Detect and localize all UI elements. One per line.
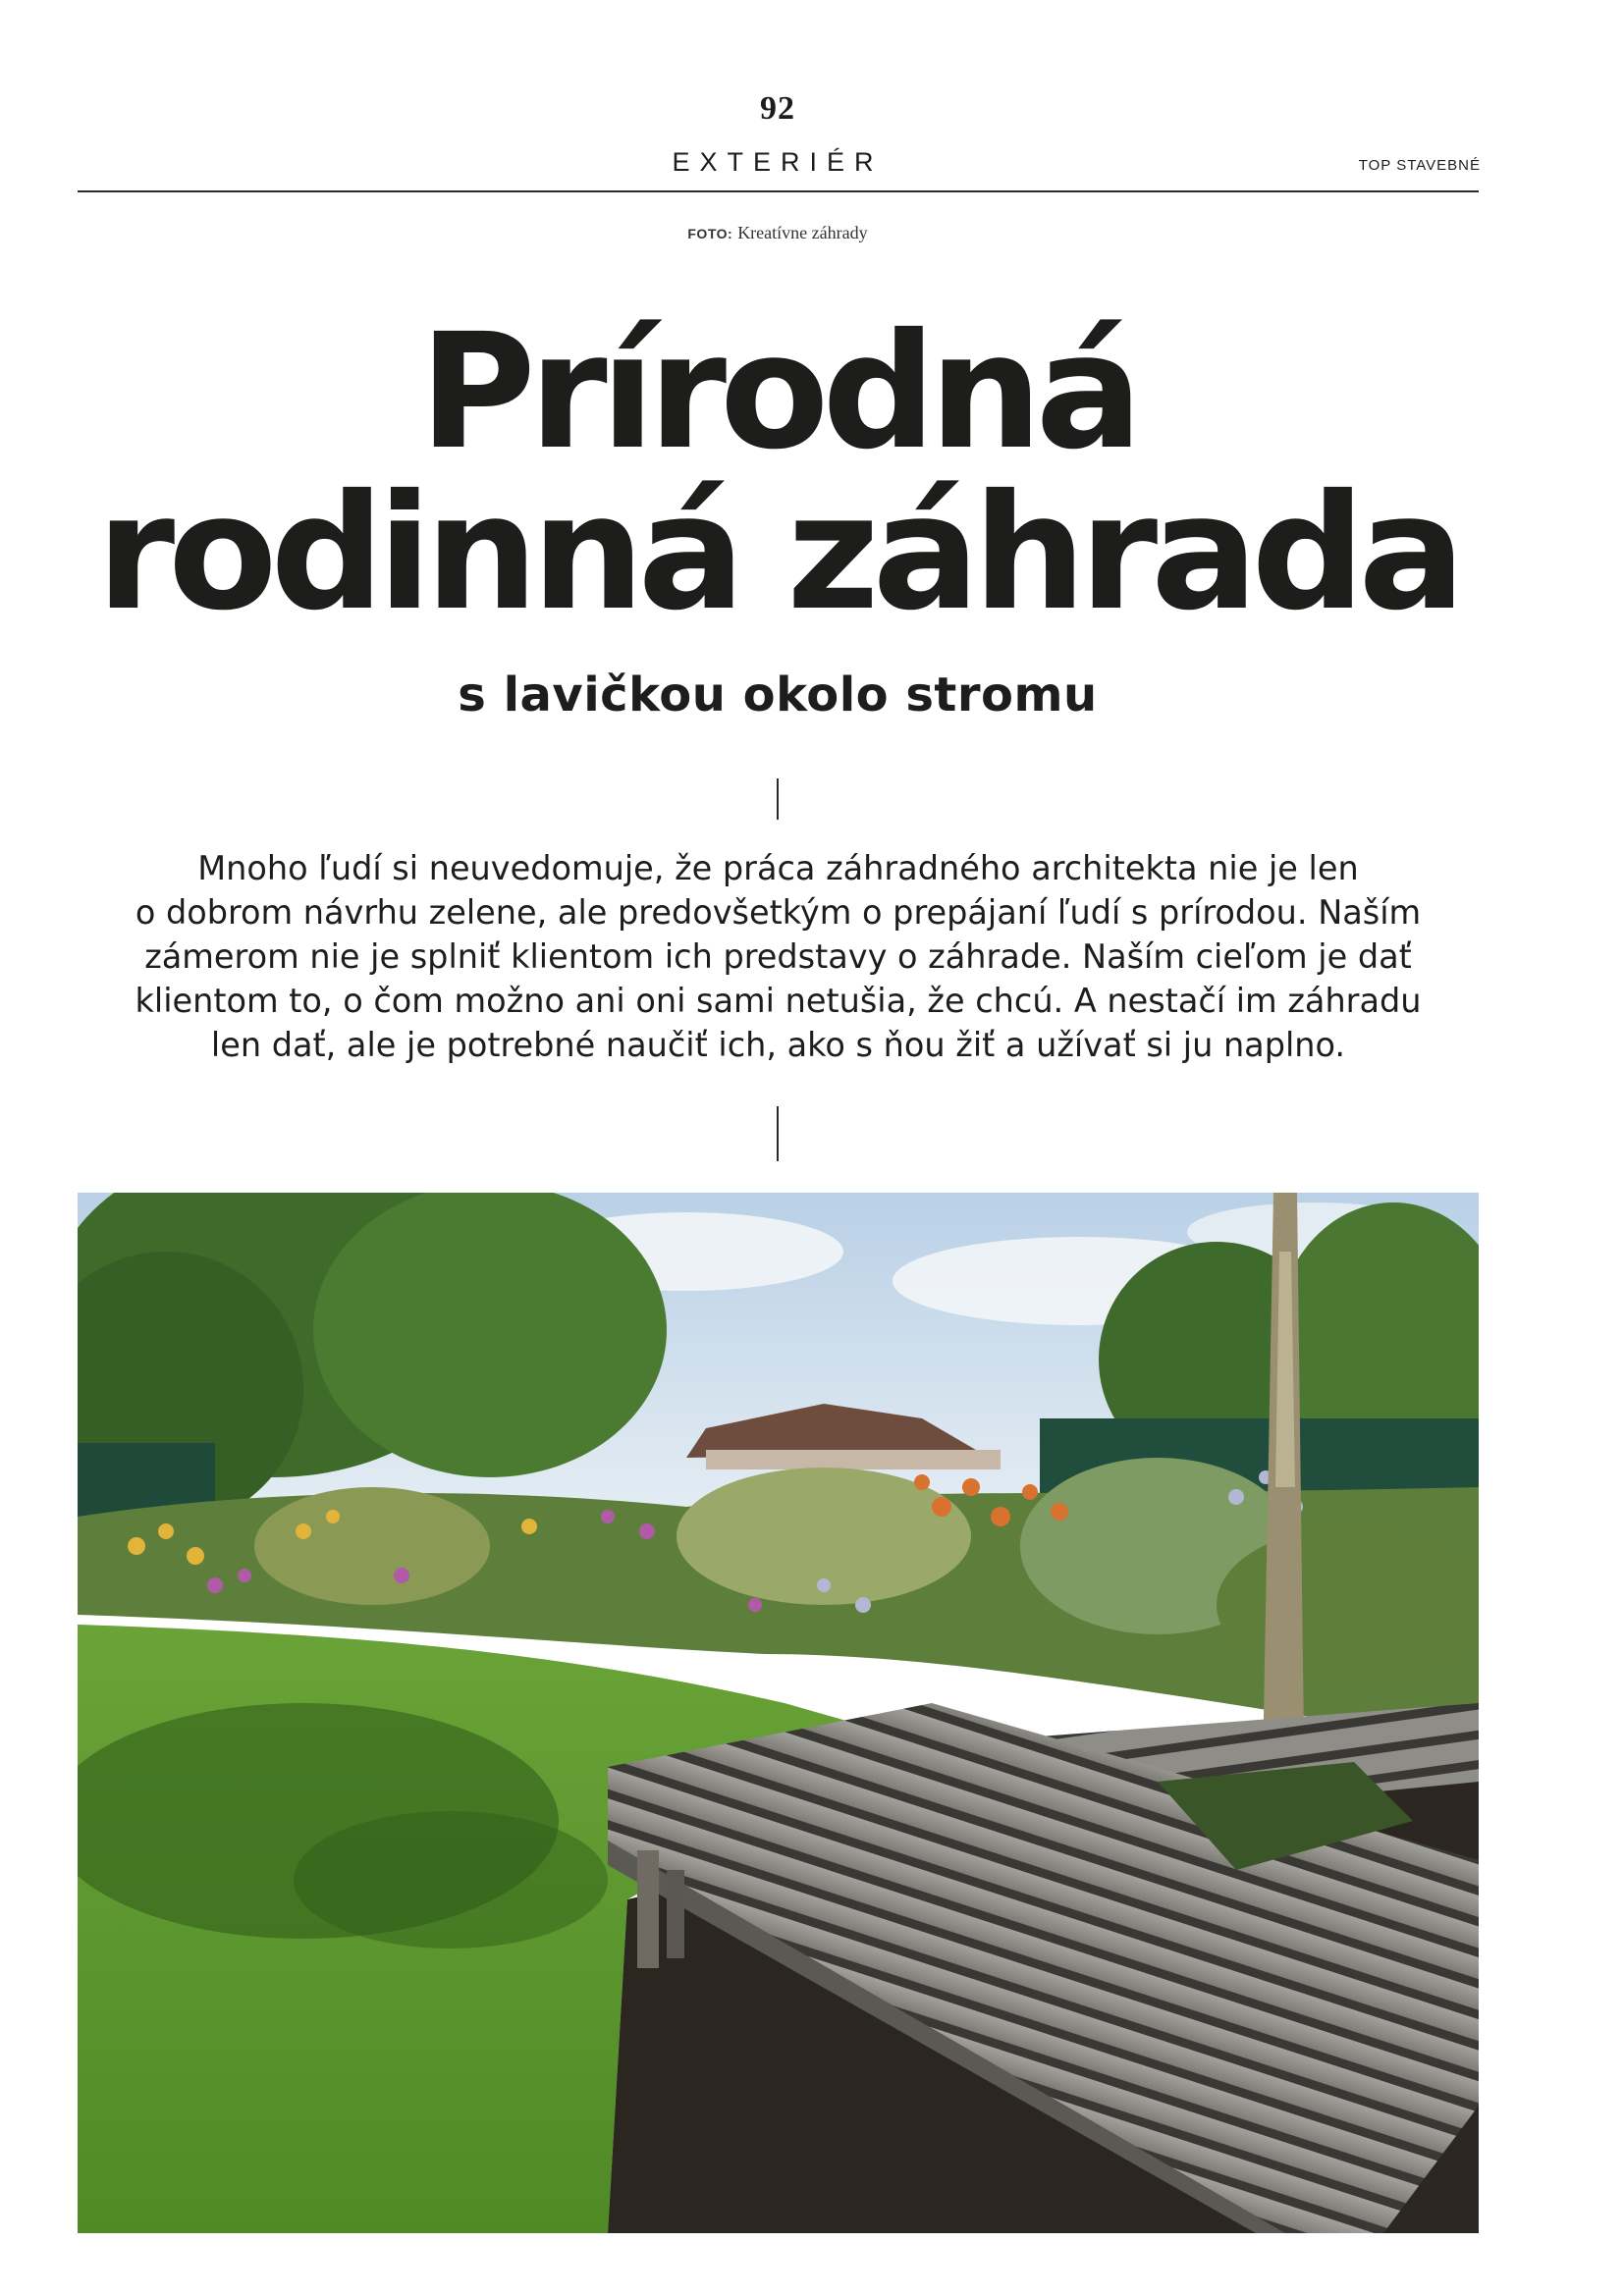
intro-line: Mnoho ľudí si neuvedomuje, že práca záhradného architekta nie je len [197, 849, 1359, 887]
article-headline [0, 300, 1555, 646]
garden-photo [78, 1193, 1479, 2233]
page-number: 92 [760, 90, 795, 127]
article-subtitle: s lavičkou okolo stromu [458, 667, 1098, 722]
photo-credit-label: FOTO: [687, 226, 733, 241]
intro-line: zámerom nie je splniť klientom ich predstavy o záhrade. Naším cieľom je dať [144, 937, 1412, 976]
intro-line: klientom to, o čom možno ani oni sami netušia, že chcú. A nestačí im záhradu [135, 982, 1422, 1020]
decorative-vertical-rule-bottom [777, 1106, 779, 1161]
intro-line: len dať, ale je potrebné naučiť ich, ako s ňou žiť a užívať si ju naplno. [210, 1026, 1346, 1064]
photo-credit-value: Kreatívne záhrady [737, 223, 868, 242]
photo-credit [0, 223, 1555, 243]
intro-paragraph [78, 846, 1479, 1067]
garden-photo-illustration [78, 1193, 1479, 2233]
headline-line-2: rodinná záhrada [96, 461, 1459, 646]
section-title: EXTERIÉR [672, 147, 884, 177]
decorative-vertical-rule-top [777, 778, 779, 820]
magazine-brand: TOP STAVEBNÉ [1358, 157, 1481, 174]
header-divider [78, 190, 1479, 192]
intro-line: o dobrom návrhu zelene, ale predovšetkým o prepájaní ľudí s prírodou. Naším [135, 893, 1422, 932]
headline-line-1: Prírodná [419, 300, 1136, 485]
